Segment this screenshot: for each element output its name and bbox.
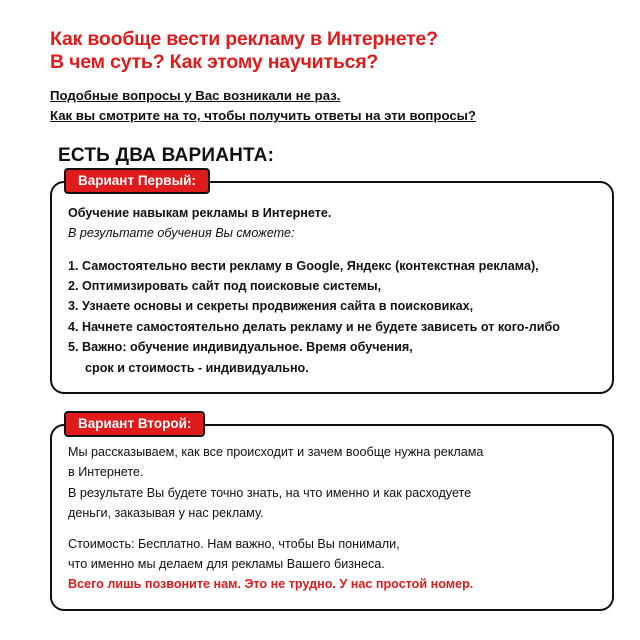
- headline: [50, 28, 620, 74]
- variant-one-intro: Обучение навыкам рекламы в Интернете.: [68, 205, 332, 220]
- list-item: 2. Оптимизировать сайт под поисковые системы,: [68, 279, 382, 294]
- paragraph-spacer: [68, 524, 596, 534]
- headline-line-2: В чем суть? Как этому научиться?: [50, 51, 379, 73]
- variant-one-italic: В результате обучения Вы сможете:: [68, 226, 295, 241]
- list-item-continuation: срок и стоимость - индивидуально.: [85, 360, 309, 375]
- list-item: 3. Узнаете основы и секреты продвижения сайта в поисковиках,: [68, 299, 474, 314]
- variant-two-para2-line1: В результате Вы будете точно знать, на что именно и как расходуете: [68, 485, 472, 500]
- subheadline-line-1: Подобные вопросы у Вас возникали не раз.: [50, 88, 341, 103]
- variant-one-tab: Вариант Первый:: [64, 168, 210, 194]
- variant-two-box: [50, 424, 614, 611]
- variant-two-para1-line2: в Интернете.: [68, 465, 144, 480]
- variant-two-para1-line1: Мы рассказываем, как все происходит и зачем вообще нужна реклама: [68, 445, 484, 460]
- list-item: 5. Важно: обучение индивидуальное. Время обучения,: [68, 340, 413, 355]
- variant-one-block: [50, 172, 614, 394]
- variant-two-block: [50, 416, 614, 611]
- call-to-action: Всего лишь позвоните нам. Это не трудно. У нас простой номер.: [68, 577, 474, 592]
- variant-two-para2-line2: деньги, заказывая у нас рекламу.: [68, 506, 264, 521]
- variant-two-para3-line2: что именно мы делаем для рекламы Вашего бизнеса.: [68, 556, 385, 571]
- variant-two-para3-line1: Стоимость: Бесплатно. Нам важно, чтобы Вы понимали,: [68, 536, 400, 551]
- headline-line-1: Как вообще вести рекламу в Интернете?: [50, 28, 438, 50]
- list-item: 4. Начнете самостоятельно делать рекламу и не будете зависеть от кого-либо: [68, 319, 560, 334]
- list-item: 1. Самостоятельно вести рекламу в Google, Яндекс (контекстная реклама),: [68, 258, 539, 273]
- subheadline-line-2: Как вы смотрите на то, чтобы получить ответы на эти вопросы?: [50, 108, 476, 124]
- variant-two-tab: Вариант Второй:: [64, 411, 205, 437]
- subheadline: [44, 86, 620, 127]
- variant-one-box: [50, 181, 614, 394]
- variants-title: ЕСТЬ ДВА ВАРИАНТА:: [58, 144, 275, 166]
- variant-one-list: [68, 256, 596, 378]
